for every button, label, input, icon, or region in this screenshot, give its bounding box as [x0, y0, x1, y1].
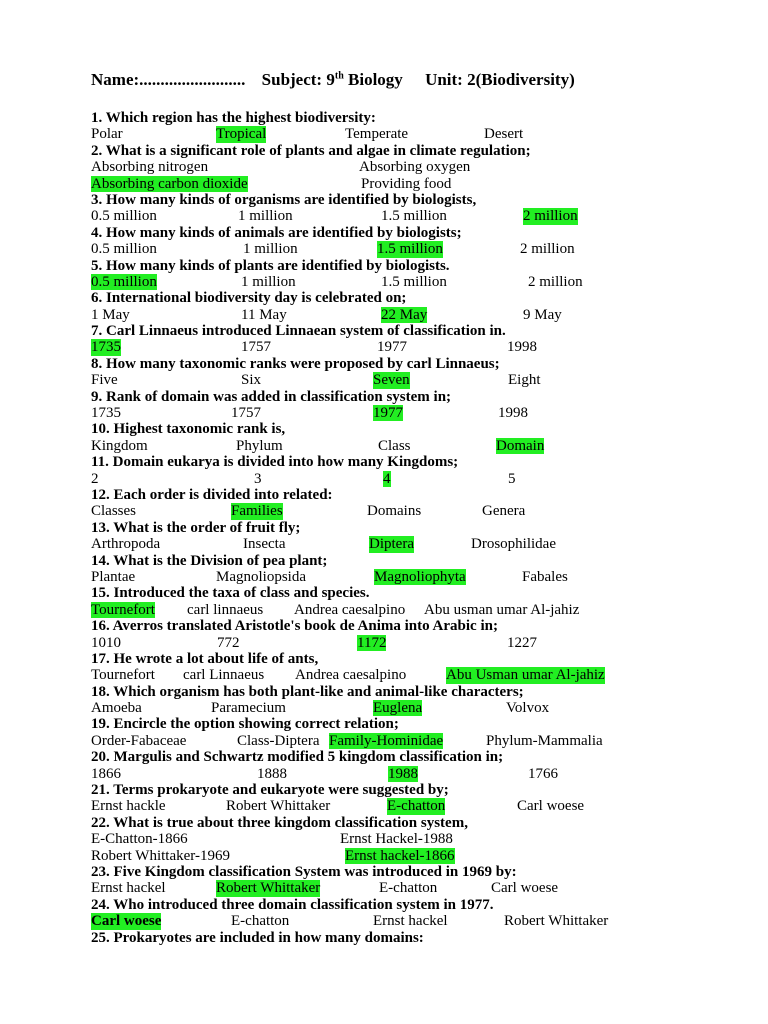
question-8-option-1: Five	[91, 372, 118, 389]
question-15-options	[91, 602, 751, 618]
question-5-options	[91, 274, 751, 290]
question-5-option-1-answer: 0.5 million	[91, 273, 157, 290]
question-11-option-3-answer: 4	[383, 470, 391, 487]
question-2-options	[91, 176, 751, 192]
question-15-option-2: carl linnaeus	[187, 601, 264, 618]
question-1-option-3: Temperate	[345, 126, 409, 143]
question-18-option-4: Volvox	[506, 700, 550, 717]
question-23-option-4: Carl woese	[491, 880, 559, 897]
question-12-option-1: Classes	[91, 503, 136, 520]
question-21-options	[91, 798, 751, 814]
question-17-options	[91, 667, 751, 683]
question-9-text: 9. Rank of domain was added in classification system in;	[91, 388, 452, 405]
question-16-text: 16. Averros translated Aristotle's book de Anima into Arabic in;	[91, 618, 498, 635]
question-10-option-3: Class	[378, 437, 411, 454]
question-6-option-3-answer: 22 May	[381, 306, 428, 323]
question-22-text: 22. What is true about three kingdom classification system,	[91, 814, 468, 831]
question-4-option-2: 1 million	[243, 241, 298, 258]
question-15-option-4: Abu usman umar Al-jahiz	[424, 601, 580, 618]
question-11-options	[91, 471, 751, 487]
question-10-option-2: Phylum	[236, 437, 283, 454]
question-13-option-3-answer: Diptera	[369, 536, 414, 553]
question-24-option-2: E-chatton	[231, 913, 290, 930]
question-8-option-2: Six	[241, 372, 262, 389]
question-1-option-1: Polar	[91, 126, 123, 143]
question-20-options	[91, 766, 751, 782]
question-24-text: 24. Who introduced three domain classification system in 1977.	[91, 896, 494, 913]
question-4-options	[91, 241, 751, 257]
question-3-text: 3. How many kinds of organisms are identified by biologists,	[91, 191, 477, 208]
question-18-option-2: Paramecium	[211, 700, 286, 717]
question-8-option-3-answer: Seven	[373, 372, 410, 389]
question-11-text: 11. Domain eukarya is divided into how many Kingdoms;	[91, 454, 459, 471]
question-3-option-2: 1 million	[238, 208, 293, 225]
question-5-option-3: 1.5 million	[381, 273, 447, 290]
question-21-option-1: Ernst hackle	[91, 798, 166, 815]
question-7-options	[91, 339, 751, 355]
question-16-option-4: 1227	[507, 634, 537, 651]
question-22-options	[91, 848, 751, 864]
question-24-option-4: Robert Whittaker	[504, 913, 609, 930]
question-7-option-2: 1757	[241, 339, 271, 356]
question-11-option-4: 5	[508, 470, 516, 487]
question-2-option-1-answer: Absorbing carbon dioxide	[91, 175, 248, 192]
question-17-option-3: Andrea caesalpino	[295, 667, 407, 684]
question-2-option-2: Absorbing oxygen	[359, 159, 471, 176]
question-18-option-1: Amoeba	[91, 700, 142, 717]
question-20-option-2: 1888	[257, 765, 287, 782]
question-23-option-1: Ernst hackel	[91, 880, 166, 897]
question-19-option-4: Phylum-Mammalia	[486, 732, 603, 749]
question-15-option-1-answer: Tournefort	[91, 601, 155, 618]
subject-label	[262, 70, 403, 89]
question-6-option-2: 11 May	[241, 306, 287, 323]
question-12-text: 12. Each order is divided into related:	[91, 486, 333, 503]
question-19-option-2: Class-Diptera	[237, 732, 320, 749]
question-9-option-2: 1757	[231, 405, 261, 422]
question-4-option-3-answer: 1.5 million	[377, 241, 443, 258]
question-16-options	[91, 635, 751, 651]
question-list	[91, 110, 751, 946]
question-19-text: 19. Encircle the option showing correct relation;	[91, 716, 399, 733]
question-3-options	[91, 208, 751, 224]
question-7-text: 7. Carl Linnaeus introduced Linnaean system of classification in.	[91, 323, 506, 340]
question-10-option-4-answer: Domain	[496, 437, 545, 454]
subject-prefix: Subject: 9	[261, 70, 335, 89]
question-19-option-1: Order-Fabaceae	[91, 732, 187, 749]
question-7-option-3: 1977	[377, 339, 407, 356]
question-7-option-4: 1998	[507, 339, 537, 356]
question-3-option-1: 0.5 million	[91, 208, 157, 225]
question-8-options	[91, 372, 751, 388]
question-9-option-3-answer: 1977	[373, 405, 403, 422]
question-14-options	[91, 569, 751, 585]
question-18-options	[91, 700, 751, 716]
question-17-option-4-answer: Abu Usman umar Al-jahiz	[446, 667, 605, 684]
question-22-option-2-answer: Ernst hackel-1866	[345, 847, 455, 864]
question-17-text: 17. He wrote a lot about life of ants,	[91, 650, 319, 667]
question-6-options	[91, 307, 751, 323]
question-12-option-3: Domains	[367, 503, 422, 520]
question-16-option-1: 1010	[91, 634, 121, 651]
question-18-text: 18. Which organism has both plant-like and animal-like characters;	[91, 683, 524, 700]
question-14-text: 14. What is the Division of pea plant;	[91, 552, 328, 569]
question-13-option-4: Drosophilidae	[471, 536, 556, 553]
question-21-text: 21. Terms prokaryote and eukaryote were suggested by;	[91, 782, 449, 799]
question-22-option-1: E-Chatton-1866	[91, 831, 188, 848]
question-6-option-1: 1 May	[91, 306, 130, 323]
question-16-option-3-answer: 1172	[357, 634, 387, 651]
question-2-option-2: Providing food	[361, 175, 452, 192]
question-5-option-2: 1 million	[241, 273, 296, 290]
unit-label: Unit: 2(Biodiversity)	[425, 70, 575, 89]
question-24-options	[91, 913, 751, 929]
question-4-option-1: 0.5 million	[91, 241, 157, 258]
question-24-option-1-answer: Carl woese	[91, 913, 162, 930]
question-23-option-2-answer: Robert Whittaker	[216, 880, 321, 897]
question-22-option-2: Ernst Hackel-1988	[340, 831, 453, 848]
question-6-text: 6. International biodiversity day is celebrated on;	[91, 290, 407, 307]
worksheet-header	[91, 70, 575, 90]
question-15-text: 15. Introduced the taxa of class and species.	[91, 585, 370, 602]
question-22-options	[91, 831, 751, 847]
question-1-option-4: Desert	[484, 126, 524, 143]
question-3-option-4-answer: 2 million	[523, 208, 578, 225]
question-10-option-1: Kingdom	[91, 437, 148, 454]
question-9-options	[91, 405, 751, 421]
question-13-options	[91, 536, 751, 552]
question-11-option-1: 2	[91, 470, 99, 487]
question-12-option-4: Genera	[482, 503, 526, 520]
question-12-option-2-answer: Families	[231, 503, 283, 520]
question-23-options	[91, 880, 751, 896]
subject-suffix: Biology	[343, 70, 403, 89]
question-1-options	[91, 126, 751, 142]
question-15-option-3: Andrea caesalpino	[294, 601, 406, 618]
question-9-option-1: 1735	[91, 405, 121, 422]
question-14-option-4: Fabales	[522, 568, 568, 585]
question-22-option-1: Robert Whittaker-1969	[91, 847, 230, 864]
question-20-text: 20. Margulis and Schwartz modified 5 kingdom classification in;	[91, 749, 504, 766]
question-10-options	[91, 438, 751, 454]
question-4-option-4: 2 million	[520, 241, 575, 258]
question-17-option-2: carl Linnaeus	[183, 667, 265, 684]
question-14-option-2: Magnoliopsida	[216, 568, 306, 585]
question-13-text: 13. What is the order of fruit fly;	[91, 519, 301, 536]
question-10-text: 10. Highest taxonomic rank is,	[91, 421, 286, 438]
question-20-option-4: 1766	[528, 765, 558, 782]
question-6-option-4: 9 May	[523, 306, 562, 323]
question-23-text: 23. Five Kingdom classification System was introduced in 1969 by:	[91, 863, 517, 880]
question-8-text: 8. How many taxonomic ranks were proposed by carl Linnaeus;	[91, 355, 500, 372]
question-20-option-3-answer: 1988	[388, 765, 418, 782]
question-24-option-3: Ernst hackel	[373, 913, 448, 930]
question-13-option-1: Arthropoda	[91, 536, 161, 553]
question-11-option-2: 3	[254, 470, 262, 487]
subject-superscript: th	[334, 70, 344, 82]
question-14-option-3-answer: Magnoliophyta	[374, 568, 466, 585]
question-20-option-1: 1866	[91, 765, 121, 782]
question-9-option-4: 1998	[498, 405, 528, 422]
question-1-option-2-answer: Tropical	[216, 126, 267, 143]
question-21-option-3-answer: E-chatton	[387, 798, 446, 815]
question-21-option-2: Robert Whittaker	[226, 798, 331, 815]
question-25-text: 25. Prokaryotes are included in how many domains:	[91, 929, 424, 946]
question-16-option-2: 772	[217, 634, 240, 651]
question-5-text: 5. How many kinds of plants are identified by biologists.	[91, 257, 450, 274]
question-2-option-1: Absorbing nitrogen	[91, 159, 209, 176]
name-label: Name:.........................	[91, 70, 246, 89]
question-2-options	[91, 159, 751, 175]
question-8-option-4: Eight	[508, 372, 541, 389]
question-14-option-1: Plantae	[91, 568, 136, 585]
question-23-option-3: E-chatton	[379, 880, 438, 897]
question-18-option-3-answer: Euglena	[373, 700, 423, 717]
question-17-option-1: Tournefort	[91, 667, 155, 684]
question-5-option-4: 2 million	[528, 273, 583, 290]
question-19-option-3-answer: Family-Hominidae	[329, 732, 444, 749]
question-4-text: 4. How many kinds of animals are identified by biologists;	[91, 224, 462, 241]
question-2-text: 2. What is a significant role of plants and algae in climate regulation;	[91, 142, 531, 159]
question-12-options	[91, 503, 751, 519]
question-3-option-3: 1.5 million	[381, 208, 447, 225]
question-21-option-4: Carl woese	[517, 798, 585, 815]
question-1-text: 1. Which region has the highest biodiversity:	[91, 110, 376, 126]
question-19-options	[91, 733, 751, 749]
question-7-option-1-answer: 1735	[91, 339, 121, 356]
question-13-option-2: Insecta	[243, 536, 286, 553]
